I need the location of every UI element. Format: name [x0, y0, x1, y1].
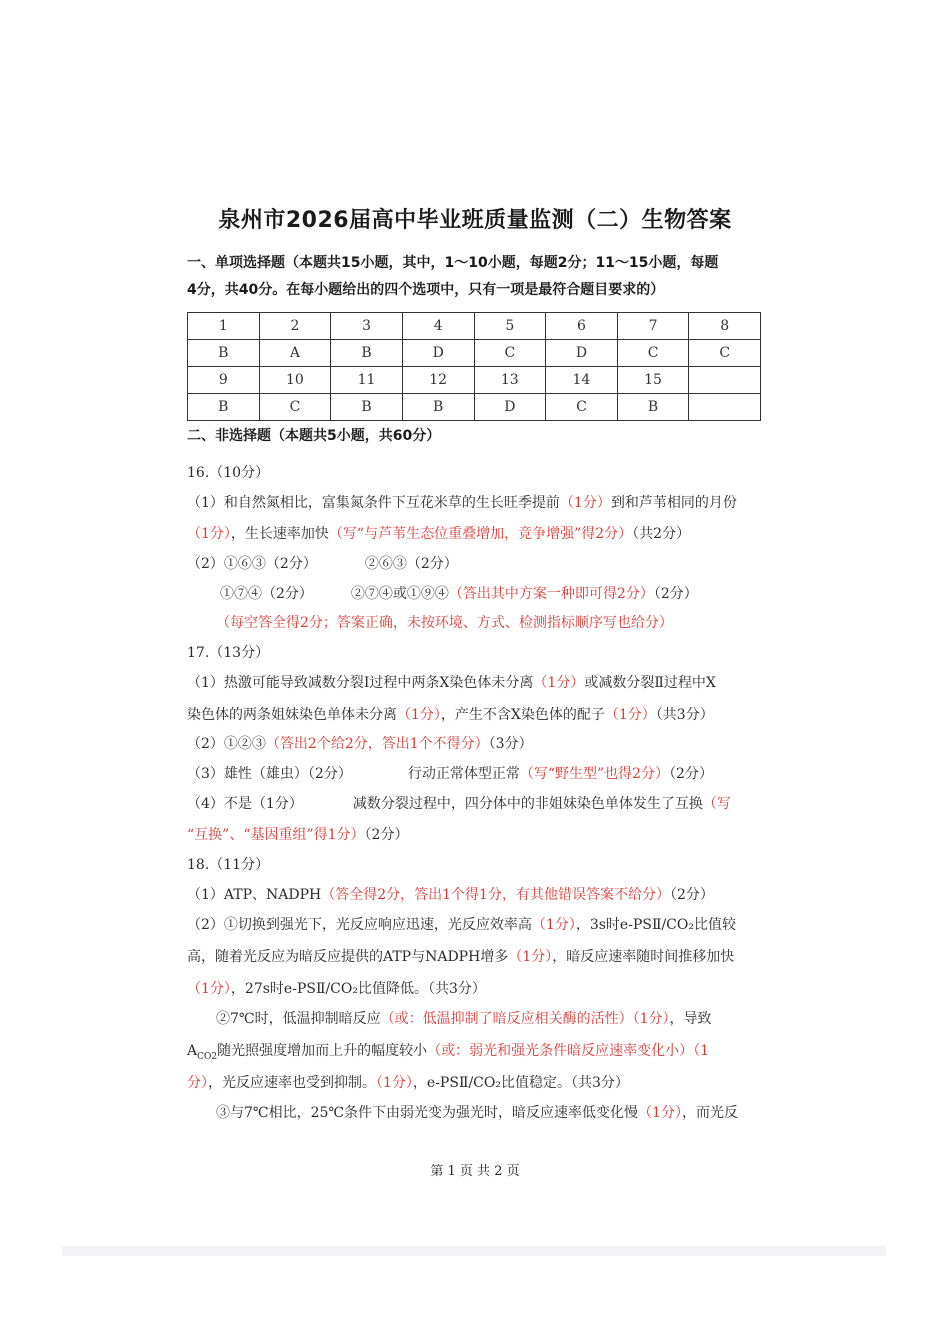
q18-l3-text2: ，暗反应速率随时间推移加快	[552, 949, 735, 965]
q17-line1	[187, 672, 767, 692]
question-number-cell: 14	[546, 367, 618, 394]
q16-line5: （每空答全得2分；答案正确，未按环境、方式、检测指标顺序写也给分）	[216, 615, 673, 631]
question-number-cell: 8	[689, 313, 761, 340]
page-footer: 第 1 页 共 2 页	[430, 1164, 520, 1179]
q18-l3-score: （1分）	[508, 949, 553, 965]
q16-l3-a: （2）①⑥③（2分）	[187, 556, 317, 572]
q18-l8-text: ③与7℃相比，25℃条件下由弱光变为强光时，暗反应速率低变化慢	[216, 1105, 639, 1121]
q17-l2-text2: ，产生不含X染色体的配子	[440, 707, 605, 723]
q17-l2-score2: （1分）	[604, 707, 656, 723]
q18-l7-text: ，光反应速率也受到抑制。	[208, 1075, 376, 1091]
q18-l7-text2: ，e-PSⅡ/CO₂比值稳定。（共3分）	[412, 1075, 629, 1091]
q18-l3-text: 高，随着光反应为暗反应提供的ATP与NADPH增多	[187, 949, 509, 965]
q16-l1-text: （1）和自然氮相比，富集氮条件下互花米草的生长旺季提前	[187, 495, 560, 511]
q18-line1	[187, 884, 767, 904]
answer-cell: B	[188, 394, 260, 421]
answer-cell: C	[259, 394, 331, 421]
table-row	[188, 367, 761, 394]
question-number-cell: 7	[617, 313, 689, 340]
answer-cell	[689, 394, 761, 421]
q16-l4-note: （答出其中方案一种即可得2分）	[448, 586, 654, 602]
q16-l1-text2: 到和芦苇相同的月份	[610, 495, 737, 511]
question-number-cell: 3	[331, 313, 403, 340]
question-number-cell: 12	[402, 367, 474, 394]
q16-line4	[220, 583, 800, 603]
q17-line5	[187, 793, 767, 813]
question-number-cell: 4	[402, 313, 474, 340]
q16-line1	[187, 492, 767, 512]
question-number-cell: 9	[188, 367, 260, 394]
answer-cell: C	[689, 340, 761, 367]
q17-l2-total: （共3分）	[655, 707, 714, 723]
q17-l3-note: （答出2个给2分，答出1个不得分）	[265, 736, 489, 752]
q17-l2-score: （1分）	[397, 707, 441, 723]
answer-cell: D	[474, 394, 546, 421]
answer-cell: A	[259, 340, 331, 367]
q18-line3	[187, 946, 767, 966]
q16-l2-score: （1分）	[187, 526, 231, 542]
table-row	[188, 394, 761, 421]
q18-line6	[187, 1040, 767, 1062]
q18-l5-text2: ，导致	[669, 1011, 712, 1027]
q17-l6-note: “互换”、“基因重组”得1分）	[187, 827, 365, 843]
answer-cell: B	[402, 394, 474, 421]
q18-l6-subscript: CO2	[197, 1051, 218, 1062]
question-number-cell: 5	[474, 313, 546, 340]
q18-l2-text: （2）①切换到强光下，光反应响应迅速，光反应效率高	[187, 917, 532, 933]
q17-l5-a: （4）不是（1分）	[187, 796, 303, 812]
q18-l7-score2: （1分）	[376, 1075, 413, 1091]
q16-line3	[187, 553, 767, 573]
q17-l1-score: （1分）	[533, 675, 585, 691]
q16-l4-a: ①⑦④（2分）	[220, 586, 313, 602]
section1-heading	[187, 250, 767, 304]
q18-l2-score: （1分）	[531, 917, 576, 933]
answer-cell: D	[402, 340, 474, 367]
q17-l2-text: 染色体的两条姐妹染色单体未分离	[187, 707, 397, 723]
answer-cell: C	[546, 394, 618, 421]
q17-line4	[187, 763, 767, 783]
question-number-cell: 2	[259, 313, 331, 340]
question-number-cell: 15	[617, 367, 689, 394]
answer-cell: B	[331, 394, 403, 421]
section1-heading-line2: 4分，共40分。在每小题给出的四个选项中，只有一项是最符合题目要求的）	[187, 282, 665, 298]
answer-cell: C	[617, 340, 689, 367]
q18-line8	[216, 1102, 796, 1122]
q18-l1-score: （2分）	[669, 887, 714, 903]
q17-l1-text2: 或减数分裂Ⅱ过程中X	[584, 675, 716, 691]
section2-heading: 二、非选择题（本题共5小题，共60分）	[187, 428, 441, 444]
q18-l5-text: ②7℃时，低温抑制暗反应	[216, 1011, 381, 1027]
section1-heading-line1: 一、单项选择题（本题共15小题，其中，1～10小题，每题2分；11～15小题，每题	[187, 255, 719, 271]
q17-l1-text: （1）热激可能导致减数分裂Ⅰ过程中两条X染色体未分离	[187, 675, 534, 691]
question-number-cell: 6	[546, 313, 618, 340]
q17-head: 17.（13分）	[187, 645, 270, 661]
q16-l2-note: （写“与芦苇生态位重叠增加，竞争增强”得2分）	[328, 526, 633, 542]
q17-l5-note: （写	[702, 796, 731, 812]
q18-l8-text2: ，而光反	[681, 1105, 738, 1121]
q16-l4-score: （2分）	[653, 586, 698, 602]
q18-l6-note: （或：弱光和强光条件暗反应速率变化小）（1	[427, 1043, 710, 1059]
q17-l5-b: 减数分裂过程中，四分体中的非姐妹染色单体发生了互换	[352, 796, 703, 812]
q16-l2-total: （共2分）	[632, 526, 691, 542]
q16-l2-text: ，生长速率加快	[230, 526, 329, 542]
q18-line5	[216, 1008, 796, 1028]
q18-line7	[187, 1072, 767, 1092]
answer-cell: D	[546, 340, 618, 367]
q17-l3-text: （2）①②③	[187, 736, 266, 752]
table-row	[188, 340, 761, 367]
q18-line4	[187, 978, 767, 998]
question-number-cell: 13	[474, 367, 546, 394]
q17-line2	[187, 704, 767, 724]
question-number-cell: 1	[188, 313, 260, 340]
q17-l6-score: （2分）	[364, 827, 409, 843]
q18-l1-text: （1）ATP、NADPH	[187, 887, 322, 903]
answer-table	[187, 312, 761, 421]
q17-l4-note: （写“野生型”也得2分）	[519, 766, 670, 782]
question-number-cell: 10	[259, 367, 331, 394]
q18-l4-score: （1分）	[187, 981, 231, 997]
page-title: 泉州市2026届高中毕业班质量监测（二）生物答案	[218, 208, 732, 233]
q18-l5-note: （或：低温抑制了暗反应相关酶的活性）（1分）	[380, 1011, 670, 1027]
q18-l4-text: ，27s时e-PSⅡ/CO₂比值降低。（共3分）	[230, 981, 486, 997]
q17-l4-a: （3）雄性（雄虫）（2分）	[187, 766, 352, 782]
q17-l4-score: （2分）	[669, 766, 713, 782]
answer-cell: B	[617, 394, 689, 421]
q18-line2	[187, 914, 767, 934]
q16-l4-b: ②⑦④或①⑨④	[350, 586, 449, 602]
question-number-cell: 11	[331, 367, 403, 394]
q17-l3-score: （3分）	[488, 736, 533, 752]
q18-l6-text: 随光照强度增加而上升的幅度较小	[217, 1043, 428, 1059]
q17-line6	[187, 824, 767, 844]
answer-cell: B	[331, 340, 403, 367]
answer-cell: C	[474, 340, 546, 367]
q18-l1-note: （答全得2分，答出1个得1分，有其他错误答案不给分）	[321, 887, 670, 903]
q17-l4-b: 行动正常体型正常	[407, 766, 520, 782]
q16-l1-score: （1分）	[559, 495, 611, 511]
q16-line2	[187, 523, 767, 543]
q16-head: 16.（10分）	[187, 465, 270, 481]
q18-l8-score: （1分）	[638, 1105, 682, 1121]
page-bottom-divider	[62, 1246, 886, 1256]
answer-cell: B	[188, 340, 260, 367]
q16-l3-b: ②⑥③（2分）	[364, 556, 458, 572]
q17-line3	[187, 733, 767, 753]
q18-l6-symbol: A	[187, 1043, 198, 1059]
table-row	[188, 313, 761, 340]
q18-head: 18.（11分）	[187, 857, 270, 873]
q18-l2-text2: ，3s时e-PSⅡ/CO₂比值较	[575, 917, 736, 933]
q18-l7-score: 分）	[187, 1075, 208, 1091]
question-number-cell	[689, 367, 761, 394]
